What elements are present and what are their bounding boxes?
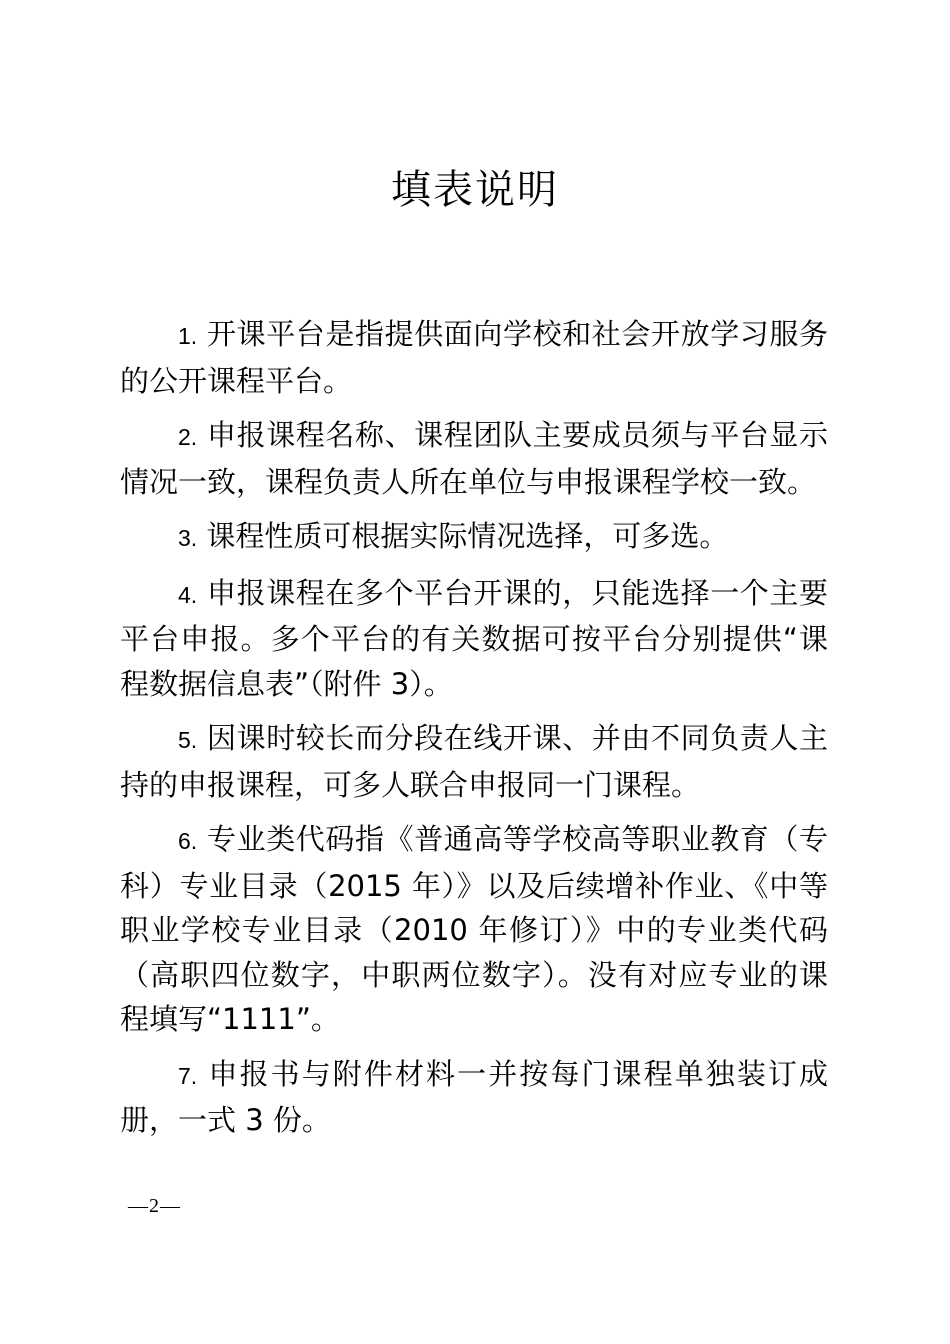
item-text: 申报书与附件材料一并按每门课程单独装订成册，一式 3 份。 <box>120 1056 828 1137</box>
instruction-item-1 <box>120 312 828 403</box>
instruction-list <box>120 312 828 1153</box>
item-text: 因课时较长而分段在线开课、并由不同负责人主持的申报课程，可多人联合申报同一门课程。 <box>120 721 828 802</box>
item-number: 7. <box>178 1062 198 1089</box>
item-text: 开课平台是指提供面向学校和社会开放学习服务的公开课程平台。 <box>120 317 828 398</box>
instruction-item-7 <box>120 1052 828 1143</box>
item-number: 3. <box>178 525 198 551</box>
instruction-item-4 <box>120 571 828 707</box>
item-number: 5. <box>178 727 198 753</box>
item-number: 4. <box>178 581 198 608</box>
item-text: 申报课程在多个平台开课的，只能选择一个主要平台申报。多个平台的有关数据可按平台分别提供“课程数据信息表”（附件 3）。 <box>120 575 828 701</box>
item-text: 专业类代码指《普通高等学校高等职业教育（专科）专业目录（2015 年）》以及后续增补作业、《中等职业学校专业目录（2010 年修订）》中的专业类代码（高职四位数字，中职两位数字）。没有对应专业的课程填写“1111”。 <box>120 822 828 1036</box>
item-number: 1. <box>178 323 198 349</box>
page-title: 填表说明 <box>391 167 559 213</box>
instruction-item-5 <box>120 716 828 807</box>
item-number: 2. <box>178 424 198 450</box>
instruction-item-3 <box>120 514 828 561</box>
page-number: —2— <box>128 1195 181 1217</box>
item-text: 申报课程名称、课程团队主要成员须与平台显示情况一致，课程负责人所在单位与申报课程学校一致。 <box>120 418 828 499</box>
instruction-item-2 <box>120 413 828 504</box>
item-number: 6. <box>178 828 198 854</box>
item-text: 课程性质可根据实际情况选择，可多选。 <box>197 519 729 553</box>
instruction-item-6 <box>120 817 828 1042</box>
